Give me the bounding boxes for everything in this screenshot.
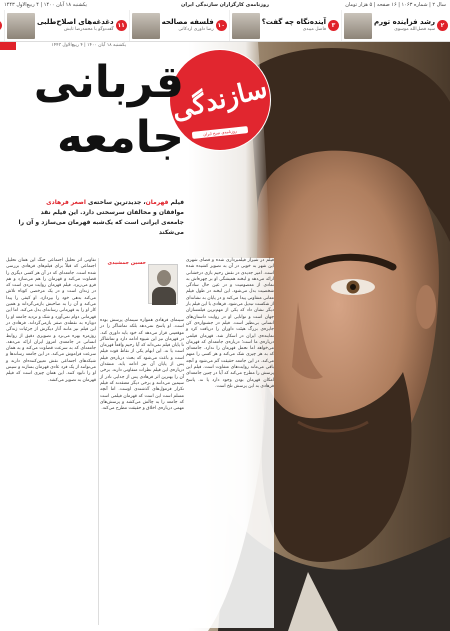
film-title: قهرمان	[145, 199, 169, 206]
paper-tagline: روزنامه‌ی کارگزاران سازندگی ایران	[181, 2, 269, 8]
teaser-item[interactable]	[0, 10, 4, 41]
teaser-bar	[0, 10, 450, 42]
main-headline[interactable]	[4, 56, 184, 164]
logo-tagline: روزنامه‌ی صبح ایران	[192, 126, 248, 139]
teaser-photo	[232, 13, 260, 39]
teaser-author: سید فضل‌الله موسوی	[394, 27, 435, 32]
article-column-left: تفاوتی اثر تحلیل اجتماعی جنگ این همان تحلیل اجتماعی که قبلاً برای فیلم‌های فرهادی بررسی شده است. جامعه‌ای که در آن هر کسی دیگری را قضاوت می‌کند و قهرمان را هم می‌سازد و هم فرو می‌ریزد. فیلم قهرمان روایت مردی است که در زندان است و در یک مرخصی کوتاه تلاش می‌کند بدهی خود را بپردازد. او کیفی را پیدا می‌کند و آن را به صاحبش بازمی‌گرداند و همین کار او را به قهرمانی رسانه‌ای بدل می‌کند. اما این قهرمانی دوام نمی‌آورد و شک و تردید جامعه او را دوباره به نقطه‌ی صفر بازمی‌گرداند. فرهادی در این فیلم نیز مانند آثار دیگرش از جزئیات زندگی روزمره بهره می‌برد و تصویری دقیق از روابط انسانی در جامعه‌ی امروز ایران ارائه می‌دهد. جامعه‌ای که به سرعت قضاوت می‌کند و به همان سرعت فراموش می‌کند. در این جامعه رسانه‌ها و شبکه‌های اجتماعی نقش تعیین‌کننده‌ای دارند و می‌توانند از یک فرد عادی قهرمان بسازند و سپس او را نابود کنند. این همان چیزی است که فیلم قهرمان به تصویر می‌کشد.	[6, 258, 96, 383]
page-number-badge: ۱۰	[217, 22, 225, 29]
author-name: حسین جمشیدی	[107, 260, 146, 266]
teaser-item[interactable]	[341, 10, 450, 41]
teaser-title: آینده‌نگاه چه گفت؟	[261, 18, 326, 26]
headline-line-2: جامعه	[57, 112, 184, 163]
date-line: یکشنبه ۱۸ آبان ۱۴۰۰ | ۴ ربیع‌الاول ۱۴۴۳	[51, 43, 126, 48]
article-column-right: فیلم در شیراز فیلمبرداری شده و فضای شهری این شهر به خوبی در آن به تصویر کشیده شده است. امیر جدیدی در نقش رحیم بازی درخشانی ارائه می‌دهد و لبخند همیشگی او بر چهره‌اش به نمادی از معصومیت و در عین حال سادگی شخصیت بدل می‌شود. این لبخند در طول فیلم معانی متفاوتی پیدا می‌کند و در پایان به نشانه‌ای از شکست تبدیل می‌شود. فرهادی با این فیلم بار دیگر نشان داد که یکی از مهم‌ترین فیلمسازان جهان است و توانایی او در روایت داستان‌های انسانی بی‌نظیر است. فیلم در جشنواره‌ی کن جایزه‌ی بزرگ هیئت داوران را دریافت کرد و نماینده‌ی ایران در اسکار شد. قهرمان فیلمی درباره‌ی ما است؛ درباره‌ی جامعه‌ای که قهرمان می‌خواهد اما تحمل قهرمان را ندارد. جامعه‌ای که به هر چیزی شک می‌کند و هر کسی را متهم می‌کند. در این جامعه حقیقت گم می‌شود و آنچه باقی می‌ماند روایت‌های متفاوت است. فیلم این پرسش را مطرح می‌کند که آیا در چنین جامعه‌ای امکان قهرمان بودن وجود دارد یا نه. پاسخ فرهادی به این پرسش تلخ است.	[186, 258, 274, 628]
teaser-title: دغدغه‌های اصلاح‌طلبی	[36, 18, 114, 26]
teaser-author: فاضل میبدی	[302, 27, 326, 32]
newspaper-logo[interactable]	[170, 50, 270, 150]
teaser-photo	[132, 13, 160, 39]
teaser-item[interactable]	[4, 10, 129, 41]
teaser-author: گفت‌وگو با محمدرضا تابش	[64, 27, 114, 32]
lead-line-1: فیلم قهرمان، جدیدترین ساخته‌ی اصغر فرهادی	[46, 199, 184, 206]
page-number-badge: ۲	[437, 20, 448, 31]
page-number-badge: ۳	[328, 20, 339, 31]
teaser-item[interactable]	[129, 10, 229, 41]
top-info-strip	[0, 0, 450, 10]
logo-wordmark: سازندگی	[169, 73, 271, 127]
lead-line-3: جامعه‌ی ایرانی است که یک‌شبه قهرمان می‌سازد و آن را می‌شکند	[18, 219, 184, 236]
teaser-title: فلسفه مصالحه	[161, 18, 214, 26]
teaser-photo	[344, 13, 372, 39]
page-number-badge: ۱۱	[117, 22, 125, 29]
headline-line-1: قربانی	[33, 57, 184, 108]
page-number-badge	[0, 20, 2, 31]
teaser-photo	[7, 13, 35, 39]
teaser-title: رشد فزاینده تورم	[373, 18, 435, 26]
article-column-middle: سینمای فرهادی همواره سینمای پرسش بوده است. او پاسخ نمی‌دهد بلکه تماشاگر را در موقعیتی قرار می‌دهد که خود باید داوری کند. در قهرمان نیز این شیوه ادامه دارد و تماشاگر تا پایان فیلم نمی‌داند که آیا رحیم واقعاً قهرمان است یا نه. این ابهام یکی از نقاط قوت فیلم است و باعث می‌شود که بحث درباره‌ی فیلم پس از پایان آن نیز ادامه یابد. منتقدان درباره‌ی این فیلم نظرات متفاوتی دارند. برخی آن را بهترین اثر فرهادی پس از جدایی نادر از سیمین می‌دانند و برخی دیگر معتقدند که فیلم تکرار فرمول‌های گذشته‌ی اوست. اما آنچه مسلم است این است که قهرمان فیلمی است که جامعه را به چالش می‌کشد و پرسش‌های مهمی درباره‌ی اخلاق و حقیقت مطرح می‌کند.	[100, 318, 184, 412]
lead-paragraph	[8, 198, 184, 238]
teaser-item[interactable]	[229, 10, 341, 41]
column-divider	[98, 258, 99, 625]
author-photo	[148, 264, 178, 304]
lead-line-2: موافقان و مخالفان سرسختی دارد. این فیلم نقد	[40, 209, 184, 216]
issue-date: یکشنبه ۱۸ آبان ۱۴۰۰ | ۴ ربیع‌الاول ۱۴۴۳	[4, 2, 87, 8]
author-box	[100, 258, 184, 314]
issue-info: سال ۲ | شماره ۱۰۶۳ | ۱۶ صفحه | ۵ هزار تومان	[345, 2, 446, 8]
director-name: اصغر فرهادی	[46, 199, 86, 206]
teaser-author: رضا داوری اردکانی	[178, 27, 214, 32]
